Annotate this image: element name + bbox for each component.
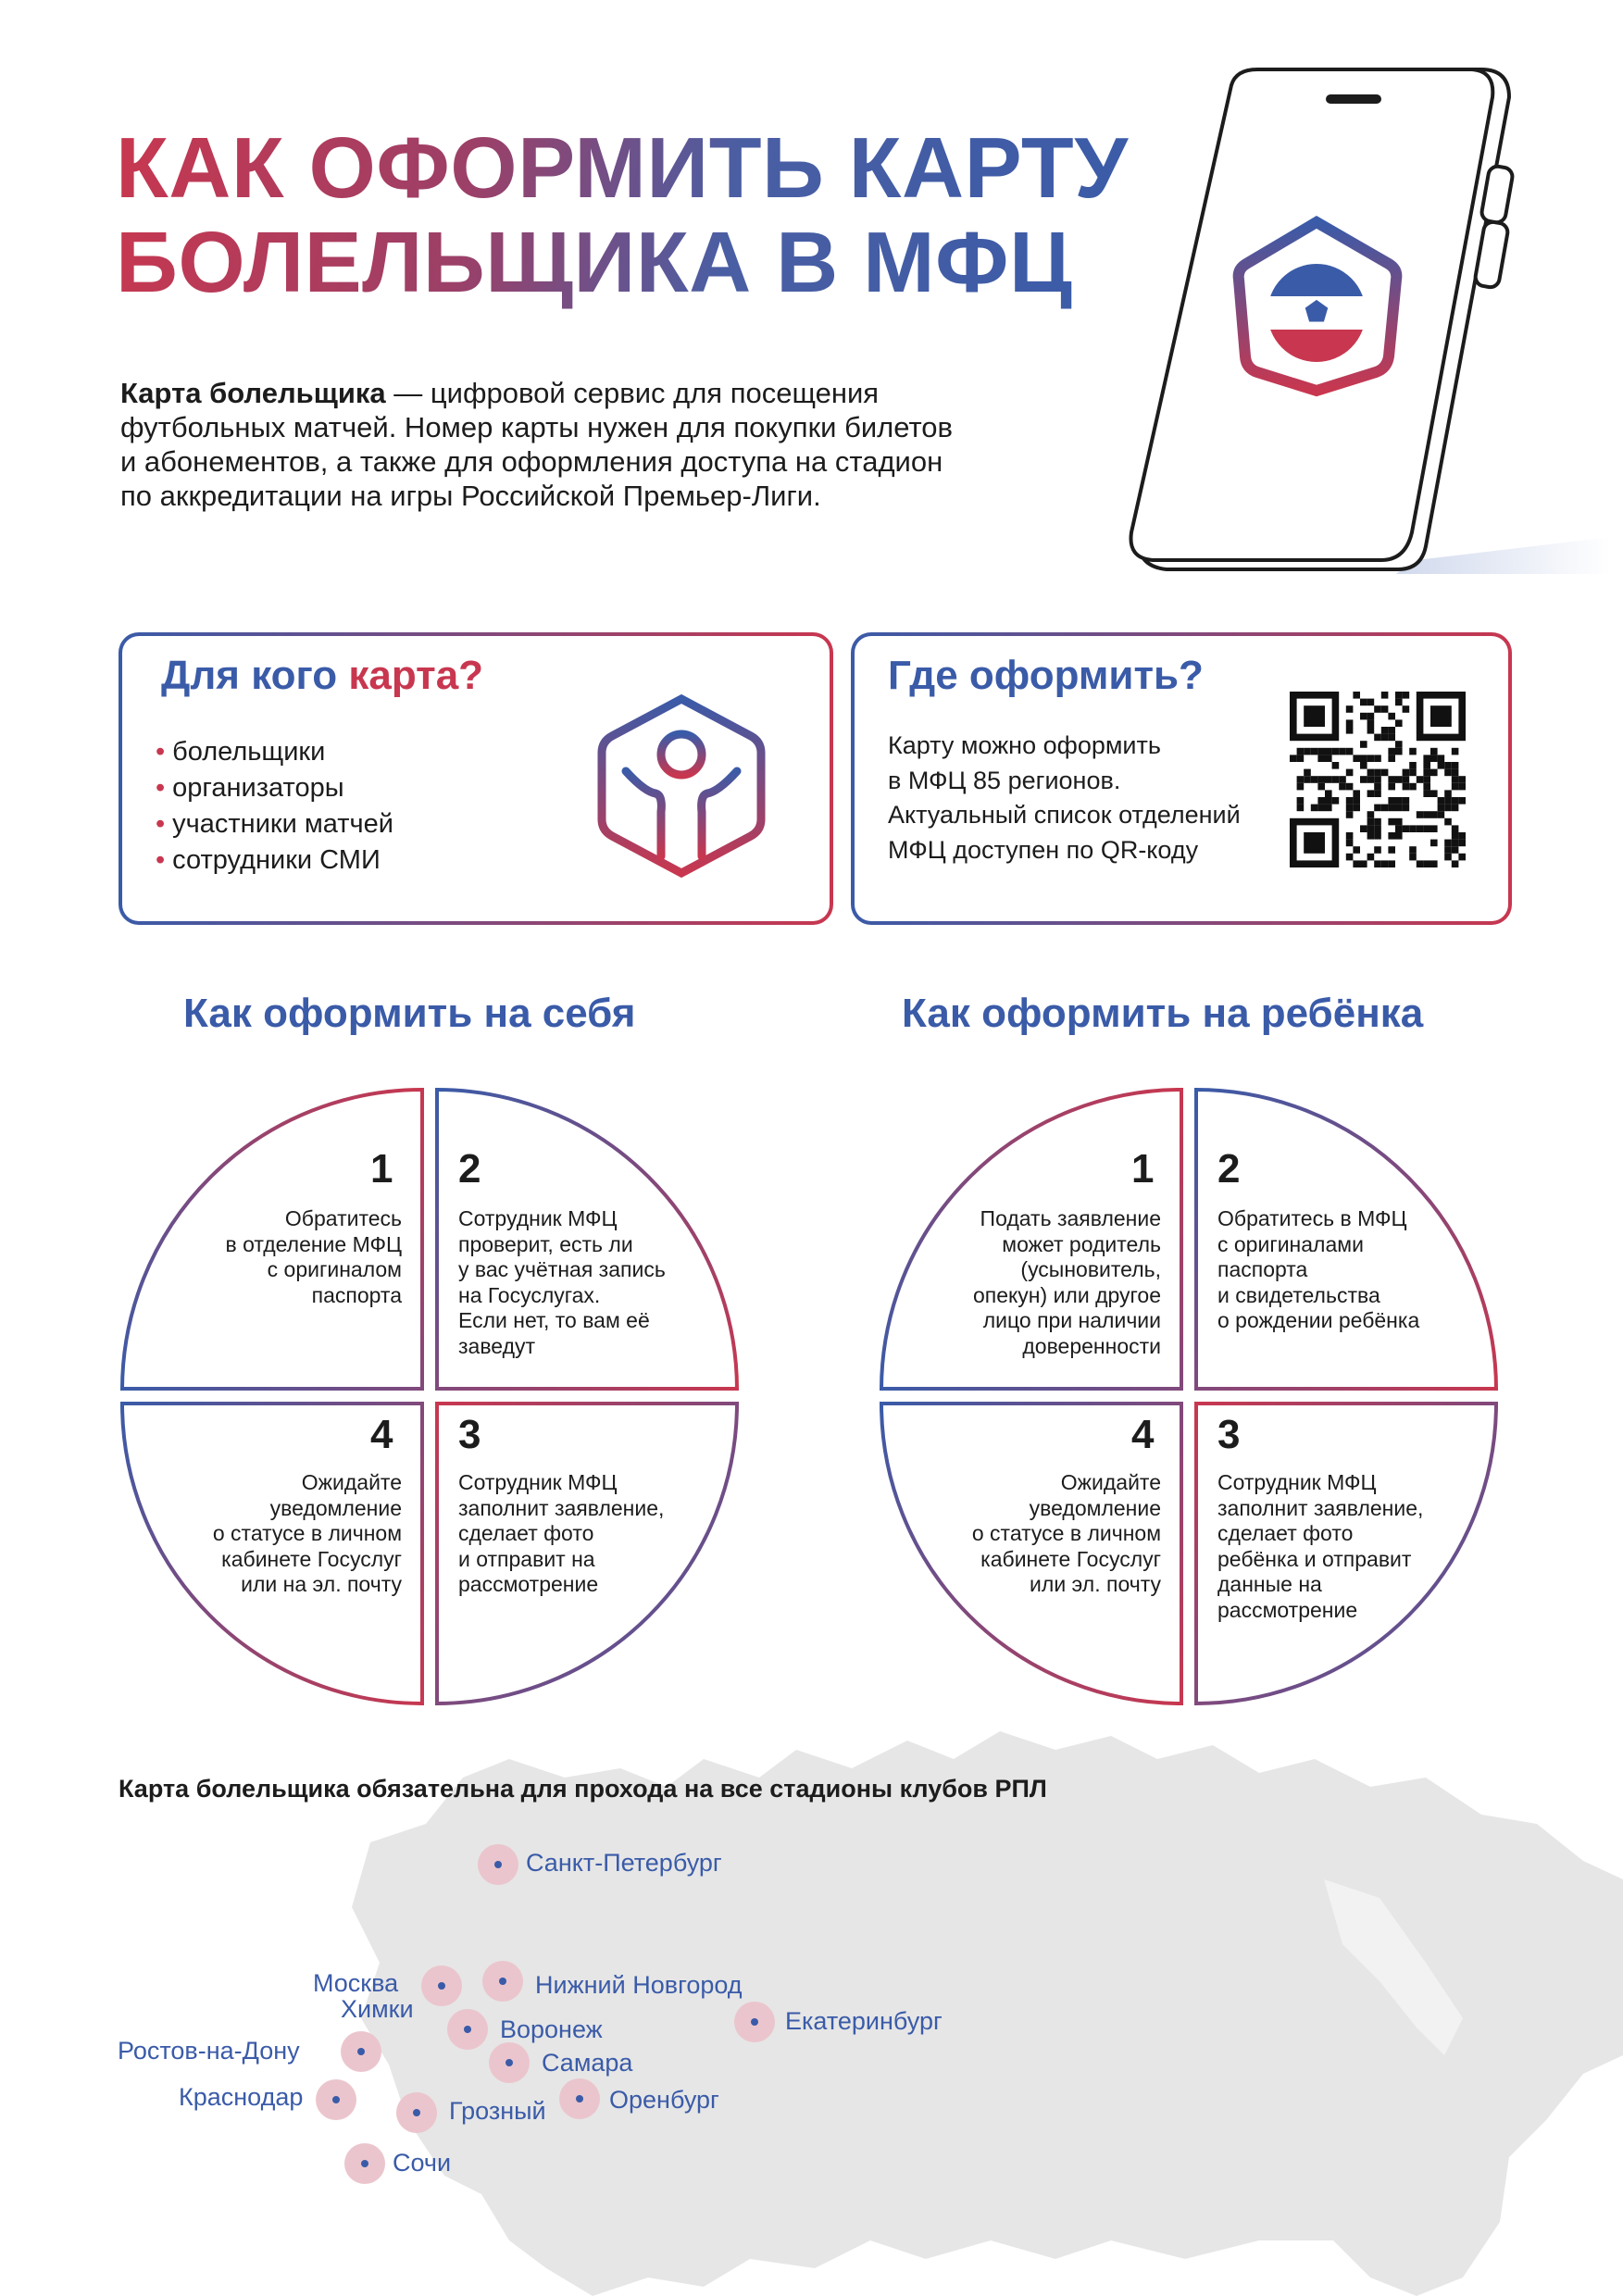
map-caption: Карта болельщика обязательна для прохода на все стадионы клубов РПЛ bbox=[119, 1775, 1047, 1803]
page-title bbox=[116, 120, 1134, 309]
intro-line4: по аккредитации на игры Российской Премьер-Лиги. bbox=[120, 480, 821, 512]
who-card-title-part2: карта? bbox=[348, 653, 484, 698]
city-label: Воронеж bbox=[500, 2015, 603, 2043]
city-label: Москва bbox=[313, 1969, 399, 1997]
child-step4-text: Ожидайте уведомление о статусе в личном кабинете Госуслуг или эл. почту bbox=[971, 1470, 1161, 1596]
child-step4-number: 4 bbox=[1131, 1412, 1155, 1457]
self-step3-number: 3 bbox=[458, 1412, 481, 1457]
city-label: Нижний Новгород bbox=[535, 1971, 743, 1999]
child-section-title: Как оформить на ребёнка bbox=[902, 991, 1424, 1036]
list-item: • болельщики bbox=[156, 737, 326, 767]
self-step3-text: Сотрудник МФЦ заполнит заявление, сделает фото и отправит на рассмотрение bbox=[458, 1470, 665, 1596]
child-step2-text: Обратитесь в МФЦ с оригиналами паспорта и свидетельства о рождении ребёнка bbox=[1217, 1206, 1420, 1332]
child-step3-text: Сотрудник МФЦ заполнит заявление, сделает фото ребёнка и отправит данные на рассмотрение bbox=[1217, 1470, 1424, 1622]
city-label: Грозный bbox=[449, 2097, 546, 2125]
city-label: Сочи bbox=[393, 2149, 452, 2177]
who-card-title-part1: Для кого bbox=[161, 653, 338, 698]
intro-line1: — цифровой сервис для посещения bbox=[385, 377, 880, 409]
child-step3-number: 3 bbox=[1217, 1412, 1241, 1457]
phone-illustration bbox=[1111, 56, 1611, 574]
list-item: • сотрудники СМИ bbox=[156, 845, 381, 875]
where-card bbox=[851, 632, 1512, 925]
where-line: Актуальный список отделений bbox=[888, 801, 1241, 829]
self-step1-text: Обратитесь в отделение МФЦ с оригиналом паспорта bbox=[225, 1206, 402, 1307]
where-line: в МФЦ 85 регионов. bbox=[888, 766, 1121, 794]
child-step1-number: 1 bbox=[1131, 1146, 1155, 1192]
self-step4-number: 4 bbox=[370, 1412, 393, 1457]
city-label: Химки bbox=[341, 1995, 414, 2023]
child-step2-number: 2 bbox=[1217, 1146, 1241, 1192]
city-pin bbox=[421, 1965, 462, 2006]
city-pin bbox=[734, 2002, 775, 2042]
self-step4-text: Ожидайте уведомление о статусе в личном кабинете Госуслуг или на эл. почту bbox=[212, 1470, 402, 1596]
city-pin bbox=[447, 2009, 488, 2050]
city-pin bbox=[396, 2092, 437, 2133]
child-step1-text: Подать заявление может родитель (усыновитель, опекун) или другое лицо при наличии доверенности bbox=[972, 1206, 1161, 1358]
list-item: • организаторы bbox=[156, 773, 344, 803]
intro-paragraph bbox=[120, 376, 1083, 513]
where-card-title: Где оформить? bbox=[888, 653, 1204, 698]
who-card-list bbox=[156, 734, 393, 879]
list-item: • участники матчей bbox=[156, 809, 393, 839]
self-step2-text: Сотрудник МФЦ проверит, есть ли у вас учётная запись на Госуслугах. Если нет, то вам её заведут bbox=[458, 1206, 666, 1358]
city-label: Санкт-Петербург bbox=[526, 1849, 722, 1877]
city-pin bbox=[489, 2042, 530, 2083]
city-label: Самара bbox=[542, 2049, 633, 2077]
city-label: Краснодар bbox=[179, 2083, 304, 2111]
self-steps-circle bbox=[111, 1079, 759, 1727]
city-pin bbox=[559, 2078, 600, 2119]
where-line: Карту можно оформить bbox=[888, 731, 1161, 759]
city-pin bbox=[344, 2143, 385, 2184]
city-pin bbox=[482, 1961, 523, 2002]
city-pin bbox=[478, 1844, 518, 1885]
who-card bbox=[119, 632, 833, 925]
city-pin bbox=[316, 2079, 356, 2120]
russia-map-silhouette bbox=[352, 1722, 1623, 2296]
who-card-title bbox=[161, 653, 483, 699]
self-step1-number: 1 bbox=[370, 1146, 393, 1192]
city-pin bbox=[341, 2031, 381, 2072]
qr-code-icon[interactable] bbox=[1290, 692, 1466, 867]
intro-line3: и абонементов, а также для оформления доступа на стадион bbox=[120, 445, 943, 478]
intro-bold-term: Карта болельщика bbox=[120, 377, 386, 409]
where-line: МФЦ доступен по QR-коду bbox=[888, 835, 1199, 864]
city-label: Екатеринбург bbox=[785, 2007, 943, 2035]
city-label: Оренбург bbox=[609, 2086, 719, 2114]
self-step2-number: 2 bbox=[458, 1146, 481, 1192]
self-section-title: Как оформить на себя bbox=[183, 991, 636, 1036]
page-title-line1: КАК ОФОРМИТЬ КАРТУ bbox=[116, 119, 1129, 216]
child-steps-circle bbox=[870, 1079, 1518, 1727]
page-title-line2: БОЛЕЛЬЩИКА В МФЦ bbox=[116, 214, 1073, 310]
city-label: Ростов-на-Дону bbox=[118, 2037, 300, 2065]
where-card-text bbox=[888, 729, 1241, 867]
person-raised-hands-icon bbox=[589, 690, 774, 884]
intro-line2: футбольных матчей. Номер карты нужен для покупки билетов bbox=[120, 411, 953, 443]
